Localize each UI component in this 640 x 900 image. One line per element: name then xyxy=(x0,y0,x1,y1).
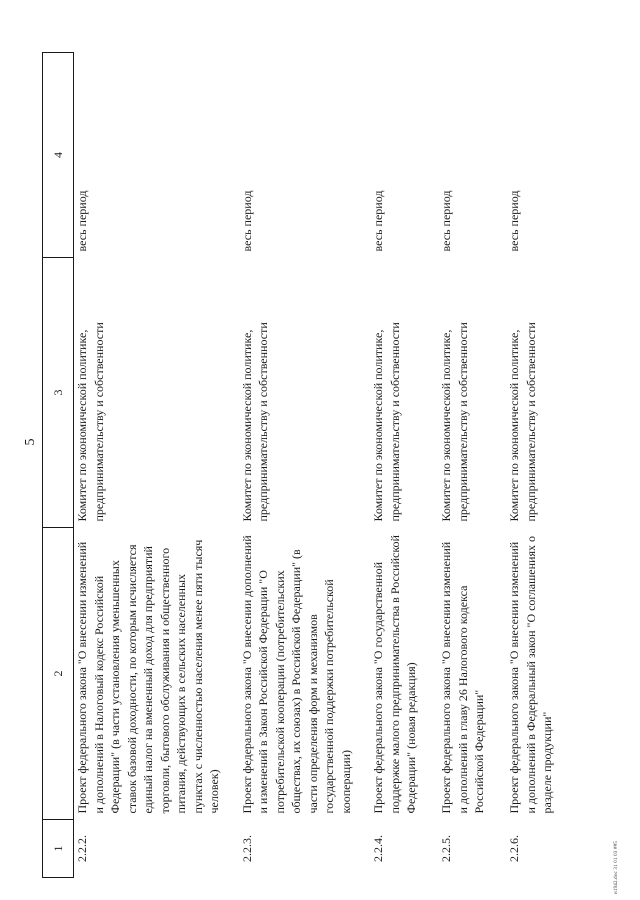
column-header: 2 xyxy=(43,528,74,820)
item-responsible: Комитет по экономической политике, предпринимательству и собственности xyxy=(75,322,106,522)
column-header: 1 xyxy=(43,820,74,878)
plan-table xyxy=(42,52,574,878)
table-row xyxy=(239,53,371,878)
item-period: весь период xyxy=(371,190,385,252)
column-header: 4 xyxy=(43,53,74,258)
item-description: Проект федерального закона "О государственной поддержке малого предпринимательства в Российской Федерации" (новая редакция) xyxy=(371,535,418,814)
table-row xyxy=(74,53,239,878)
item-responsible: Комитет по экономической политике, предпринимательству и собственности xyxy=(439,322,470,522)
item-description: Проект федерального закона "О внесении дополнений и изменений в Закон Российской Федерации "О потребительской кооперации (потребительских обществах, их союзах) в Российской Федерации" (в части определения форм и механизмов государственной поддержки потребительской кооперации) xyxy=(239,535,353,814)
item-period: весь период xyxy=(439,190,453,252)
item-description: Проект федерального закона "О внесении изменений и дополнений в Федеральный закон "О соглашениях о разделе продукции" xyxy=(507,536,554,814)
item-description: Проект федерального закона "О внесении изменений и дополнений в Налоговый кодекс Российской Федерации" (в части установления уменьшенных ставок базовой доходности, по которым исчисляется единый налог на вмененный доход для предприятий торговли, бытового обслуживания и общественного питания, действующих в сельских населенных пунктах с численностью населения менее пяти тысяч человек) xyxy=(75,539,221,814)
item-responsible: Комитет по экономической политике, предпринимательству и собственности xyxy=(371,322,402,522)
item-period: весь период xyxy=(239,190,254,252)
item-responsible: Комитет по экономической политике, предпринимательству и собственности xyxy=(239,322,270,522)
item-period: весь период xyxy=(75,190,89,252)
item-number: 2.2.4. xyxy=(371,835,385,862)
item-description: Проект федерального закона "О внесении изменений и дополнений в главу 26 Налогового кодекса Российской Федерации" xyxy=(439,541,486,814)
item-number: 2.2.3. xyxy=(239,835,254,862)
table-header-row xyxy=(43,53,74,878)
column-header: 3 xyxy=(43,258,74,528)
file-code: н1942.doc 31 01 03 ##5 xyxy=(614,840,619,894)
table-row xyxy=(506,53,574,878)
item-period: весь период xyxy=(507,190,521,252)
page-number: 5 xyxy=(23,438,38,446)
item-number: 2.2.6. xyxy=(507,835,521,862)
item-responsible: Комитет по экономической политике, предпринимательству и собственности xyxy=(507,322,538,522)
table-row xyxy=(370,53,438,878)
table-row xyxy=(438,53,506,878)
item-number: 2.2.5. xyxy=(439,835,453,862)
item-number: 2.2.2. xyxy=(75,835,89,862)
